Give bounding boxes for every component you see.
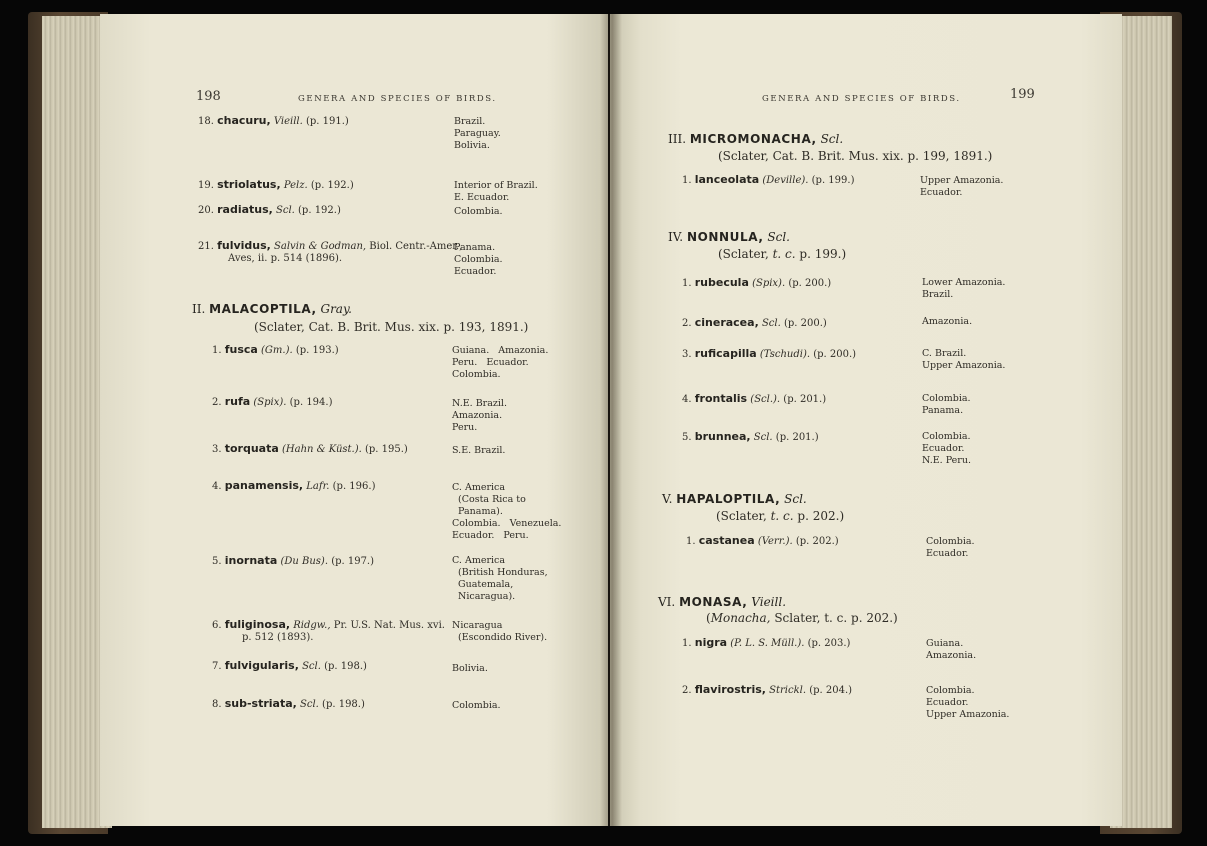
entry-number: 6. — [212, 620, 222, 631]
genus-reference-italic: t. c. — [770, 509, 794, 523]
genus-name: MONASA, — [679, 595, 748, 609]
species-author: Scl. — [276, 205, 295, 216]
species-name: striolatus, — [217, 178, 281, 191]
species-reference: (p. 200.) — [788, 278, 832, 289]
distribution: C. America (Costa Rica to Panama). Colombia. Venezuela. Ecuador. Peru. — [452, 482, 562, 541]
genus-reference-text: (Sclater, — [716, 509, 771, 523]
entry-number: 3. — [212, 444, 222, 455]
species-entry — [682, 684, 852, 697]
species-entry — [198, 115, 349, 128]
genus-reference-text: ( — [706, 611, 711, 625]
running-head: GENERA AND SPECIES OF BIRDS. — [762, 94, 961, 104]
genus-reference — [706, 611, 898, 625]
left-page — [100, 14, 608, 826]
species-entry — [682, 317, 827, 330]
genus-author: Scl. — [767, 230, 790, 244]
entry-number: 18. — [198, 116, 214, 127]
species-author: (P. L. S. Müll.). — [730, 638, 805, 649]
distribution: C. America (British Honduras, Guatemala, Nicaragua). — [452, 555, 548, 602]
genus-heading — [658, 595, 786, 609]
species-author: (Verr.). — [757, 536, 793, 547]
genus-author: Gray. — [320, 302, 352, 316]
entry-number: 3. — [682, 349, 692, 360]
species-name: panamensis, — [224, 479, 304, 492]
genus-numeral: V. — [662, 492, 673, 506]
distribution: Colombia. Ecuador. — [926, 536, 975, 559]
distribution: N.E. Brazil. Amazonia. Peru. — [452, 398, 507, 433]
entry-number: 8. — [212, 699, 222, 710]
species-name: castanea — [698, 534, 755, 547]
species-name: rubecula — [694, 276, 749, 289]
genus-reference-italic: t. c. — [772, 247, 796, 261]
species-reference: (p. 194.) — [289, 397, 333, 408]
genus-heading — [662, 492, 807, 506]
distribution: S.E. Brazil. — [452, 445, 506, 456]
distribution: Nicaragua (Escondido River). — [452, 620, 548, 643]
species-author: (Scl.). — [750, 394, 781, 405]
entry-number: 2. — [682, 685, 692, 696]
species-reference: Pr. U.S. Nat. Mus. xvi. — [333, 620, 445, 631]
genus-numeral: VI. — [658, 595, 676, 609]
genus-name: NONNULA, — [686, 230, 764, 244]
genus-reference-text: p. 202.) — [793, 509, 845, 523]
species-entry — [682, 174, 854, 187]
species-author: (Tschudi). — [759, 349, 811, 360]
distribution: Colombia. — [452, 700, 501, 711]
species-entry — [212, 555, 374, 568]
species-entry — [212, 619, 445, 644]
genus-heading — [668, 132, 843, 146]
species-name: ruficapilla — [694, 347, 757, 360]
species-author: Scl. — [302, 661, 321, 672]
running-head: GENERA AND SPECIES OF BIRDS. — [298, 94, 497, 104]
species-reference: Biol. Centr.-Amer., — [369, 241, 463, 252]
entry-number: 1. — [682, 638, 692, 649]
genus-reference: (Sclater, Cat. B. Brit. Mus. xix. p. 193, 1891.) — [254, 320, 529, 334]
species-author: Scl. — [753, 432, 773, 443]
species-entry — [212, 443, 408, 456]
species-entry — [212, 344, 339, 357]
species-entry — [212, 698, 365, 711]
genus-heading — [192, 302, 352, 316]
distribution: Panama. Colombia. Ecuador. — [454, 242, 503, 277]
genus-reference-text: (Sclater, — [718, 247, 773, 261]
species-entry — [682, 348, 856, 361]
genus-name: MALACOPTILA, — [209, 302, 317, 316]
species-reference: (p. 203.) — [807, 638, 851, 649]
entry-number: 1. — [682, 175, 692, 186]
distribution: Colombia. Ecuador. N.E. Peru. — [922, 431, 971, 466]
distribution: Amazonia. — [922, 316, 973, 327]
genus-reference — [716, 509, 844, 523]
species-author: Strickl. — [769, 685, 807, 696]
species-author: Lafr. — [306, 481, 330, 492]
entry-number: 1. — [682, 278, 692, 289]
genus-reference-text: Sclater, t. c. p. 202.) — [770, 611, 898, 625]
entry-number: 2. — [212, 397, 222, 408]
entry-number: 7. — [212, 661, 222, 672]
distribution: Colombia. — [454, 206, 503, 217]
entry-number: 4. — [682, 394, 692, 405]
genus-reference-italic: Monacha, — [710, 611, 771, 625]
entry-number: 5. — [212, 556, 222, 567]
distribution: Guiana. Amazonia. Peru. Ecuador. Colombia. — [452, 345, 549, 380]
page-number: 198 — [196, 89, 221, 104]
species-name: fulvidus, — [217, 239, 271, 252]
distribution: Interior of Brazil. E. Ecuador. — [454, 180, 538, 203]
species-reference: (p. 198.) — [322, 699, 365, 710]
page-number: 199 — [1010, 87, 1035, 102]
species-author: Salvin & Godman, — [274, 241, 367, 252]
species-reference: (p. 199.) — [811, 175, 855, 186]
distribution: Guiana. Amazonia. — [926, 638, 977, 661]
species-name: torquata — [224, 442, 279, 455]
species-name: chacuru, — [217, 114, 271, 127]
entry-number: 4. — [212, 481, 222, 492]
species-name: sub-striata, — [224, 697, 297, 710]
species-name: inornata — [224, 554, 278, 567]
species-reference: (p. 200.) — [813, 349, 857, 360]
species-name: fuliginosa, — [224, 618, 291, 631]
genus-numeral: IV. — [668, 230, 684, 244]
species-name: fulvigularis, — [224, 659, 299, 672]
species-entry — [198, 240, 462, 265]
distribution: Colombia. Ecuador. Upper Amazonia. — [926, 685, 1010, 720]
species-author: (Deville). — [762, 175, 809, 186]
distribution: Lower Amazonia. Brazil. — [922, 277, 1006, 300]
species-name: nigra — [694, 636, 728, 649]
genus-author: Scl. — [784, 492, 807, 506]
right-page — [610, 14, 1122, 826]
distribution: Bolivia. — [452, 663, 488, 674]
species-author: (Spix). — [752, 278, 786, 289]
species-author: Ridgw., — [293, 620, 331, 631]
genus-numeral: III. — [668, 132, 687, 146]
species-entry — [682, 637, 850, 650]
genus-heading — [668, 230, 790, 244]
entry-number: 5. — [682, 432, 692, 443]
species-author: (Du Bus). — [280, 556, 328, 567]
species-reference-cont: Aves, ii. p. 514 (1896). — [228, 253, 343, 264]
species-entry — [686, 535, 839, 548]
genus-name: HAPALOPTILA, — [676, 492, 781, 506]
book-gutter — [600, 14, 622, 826]
genus-numeral: II. — [192, 302, 206, 316]
species-author: Scl. — [761, 318, 781, 329]
species-reference: (p. 196.) — [332, 481, 376, 492]
species-entry — [212, 480, 375, 493]
species-reference: (p. 204.) — [809, 685, 853, 696]
entry-number: 19. — [198, 180, 214, 191]
species-entry — [682, 431, 819, 444]
distribution: Upper Amazonia. Ecuador. — [920, 175, 1004, 198]
species-reference: (p. 192.) — [298, 205, 341, 216]
distribution: C. Brazil. Upper Amazonia. — [922, 348, 1006, 371]
distribution: Colombia. Panama. — [922, 393, 971, 416]
species-name: brunnea, — [694, 430, 751, 443]
species-author: (Gm.). — [261, 345, 293, 356]
species-author: Pelz. — [283, 180, 308, 191]
species-reference: (p. 201.) — [775, 432, 819, 443]
entry-number: 2. — [682, 318, 692, 329]
species-name: cineracea, — [694, 316, 759, 329]
species-reference: (p. 193.) — [295, 345, 339, 356]
species-name: radiatus, — [217, 203, 273, 216]
species-name: flavirostris, — [694, 683, 766, 696]
entry-number: 1. — [686, 536, 696, 547]
entry-number: 1. — [212, 345, 222, 356]
species-entry — [212, 396, 332, 409]
genus-reference — [718, 149, 992, 163]
genus-reference-text: p. 199.) — [795, 247, 847, 261]
species-entry — [682, 393, 826, 406]
species-reference: (p. 197.) — [331, 556, 375, 567]
species-author: Scl. — [300, 699, 319, 710]
species-author: (Hahn & Küst.). — [281, 444, 362, 455]
species-reference: (p. 200.) — [783, 318, 827, 329]
species-reference: (p. 198.) — [324, 661, 367, 672]
species-name: frontalis — [694, 392, 748, 405]
species-name: lanceolata — [694, 173, 760, 186]
entry-number: 20. — [198, 205, 214, 216]
species-reference: (p. 202.) — [795, 536, 839, 547]
genus-author: Scl. — [820, 132, 844, 146]
species-entry — [212, 660, 367, 673]
species-author: Vieill. — [273, 116, 303, 127]
genus-reference-text: (Sclater, Cat. B. Brit. Mus. xix. p. 199, 1891.) — [718, 149, 993, 163]
species-reference: (p. 191.) — [305, 116, 349, 127]
genus-name: MICROMONACHA, — [689, 132, 817, 146]
species-reference: (p. 192.) — [310, 180, 354, 191]
species-reference-cont: p. 512 (1893). — [242, 632, 314, 643]
species-reference: (p. 201.) — [783, 394, 827, 405]
species-entry — [198, 204, 341, 217]
species-reference: (p. 195.) — [365, 444, 408, 455]
genus-reference — [718, 247, 846, 261]
species-name: rufa — [224, 395, 251, 408]
species-entry — [682, 277, 831, 290]
species-name: fusca — [224, 343, 258, 356]
distribution: Brazil. Paraguay. Bolivia. — [454, 116, 501, 151]
entry-number: 21. — [198, 241, 214, 252]
species-entry — [198, 179, 354, 192]
genus-author: Vieill. — [751, 595, 787, 609]
species-author: (Spix). — [253, 397, 287, 408]
